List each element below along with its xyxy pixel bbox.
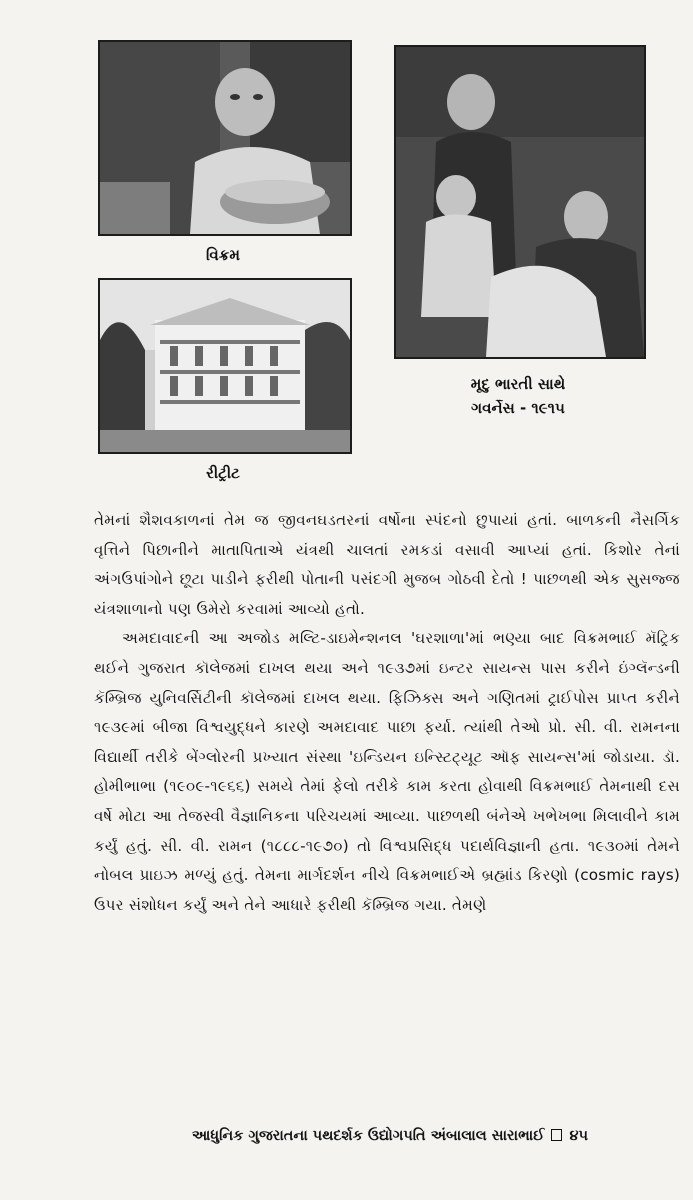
photo-retreat [98, 278, 352, 454]
photo-vikram [98, 40, 352, 236]
caption-governess-line2: ગવર્નેસ - ૧૯૧૫ [471, 399, 565, 417]
photo-governess [394, 45, 646, 359]
body-text [94, 506, 680, 920]
page-footer [100, 1128, 680, 1144]
caption-retreat: રીટ્રીટ [206, 464, 240, 482]
footer-title: આધુનિક ગુજરાતના પથદર્શક ઉદ્યોગપતિ અંબાલાલ સારાભાઈ [191, 1128, 545, 1144]
caption-governess [394, 372, 642, 420]
box-separator-icon [551, 1129, 562, 1141]
page-number: ૪૫ [569, 1128, 589, 1144]
paragraph-2: અમદાવાદની આ અજોડ મલ્ટિ-ડાઇમેન્શનલ 'ઘરશાળા'માં ભણ્યા બાદ વિક્રમભાઈ મૅટ્રિક થઈને ગુજરાત કૉલેજમાં દાખલ થયા અને ૧૯૩૭માં ઇન્ટર સાયન્સ પાસ કરીને ઇંગ્લૅન્ડની કૅમ્બ્રિજ યુનિવર્સિટીની કૉલેજમાં દાખલ થયા. ફિઝિક્સ અને ગણિતમાં ટ્રાઈપોસ પ્રાપ્ત કરીને ૧૯૩૯માં બીજા વિશ્વયુદ્ધને કારણે અમદાવાદ પાછા ફર્યા. ત્યાંથી તેઓ પ્રો. સી. વી. રામનના વિદ્યાર્થી તરીકે બેંગ્લોરની પ્રખ્યાત સંસ્થા 'ઇન્ડિયન ઇન્સ્ટિટ્યૂટ ઑફ સાયન્સ'માં જોડાયા. ડૉ. હોમીભાભા (૧૯૦૯-૧૯૬૬) સમયે તેમાં ફેલો તરીકે કામ કરતા હોવાથી વિક્રમભાઈ તેમનાથી દસ વર્ષે મોટા આ તેજસ્વી વૈજ્ઞાનિકના પરિચયમાં આવ્યા. પાછળથી બંનેએ ખભેખભા મિલાવીને કામ કર્યું હતું. સી. વી. રામન (૧૮૮૮-૧૯૭૦) તો વિશ્વપ્રસિદ્ધ પદાર્થવિજ્ઞાની હતા. ૧૯૩૦માં તેમને નોબલ પ્રાઇઝ મળ્યું હતું. તેમના માર્ગદર્શન નીચે વિક્રમભાઈએ બ્રહ્માંડ કિરણો (cosmic rays) ઉપર સંશોધન કર્યું અને તેને આધારે ફરીથી કૅમ્બ્રિજ ગયા. તેમણે [94, 629, 680, 914]
caption-governess-line1: મૃદુ ભારતી સાથે [470, 375, 566, 393]
caption-vikram: વિક્રમ [206, 246, 240, 264]
paragraph-1: તેમનાં શૈશવકાળનાં તેમ જ જીવનઘડતરનાં વર્ષોના સ્પંદનો છુપાયાં હતાં. બાળકની નૈસર્ગિક વૃત્તિને પિછાનીને માતાપિતાએ યંત્રથી ચાલતાં રમકડાં વસાવી આપ્યાં હતાં. કિશોર તેનાં અંગઉપાંગોને છૂટા પાડીને ફરીથી પોતાની પસંદગી મુજબ ગોઠવી દેતો ! પાછળથી એક સુસજ્જ યંત્રશાળાનો પણ ઉમેરો કરવામાં આવ્યો હતો. [94, 511, 680, 618]
